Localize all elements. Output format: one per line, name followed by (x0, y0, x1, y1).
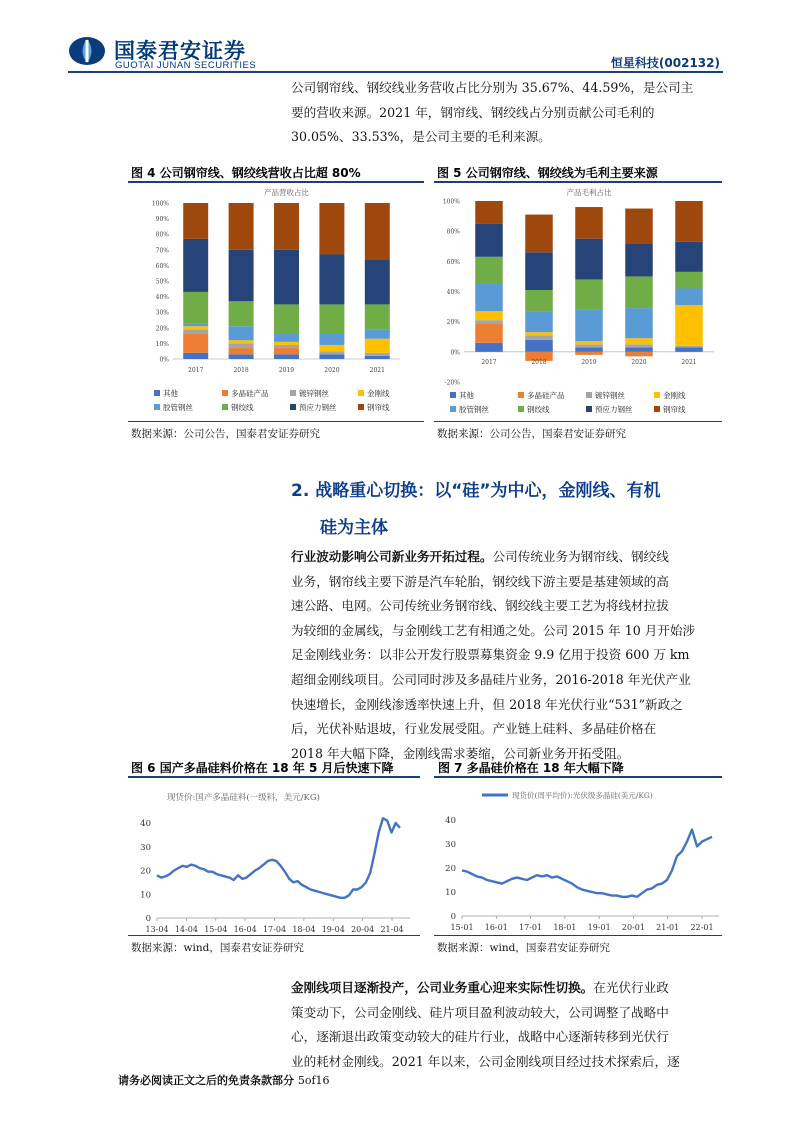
legend-swatch (586, 392, 592, 398)
bar-segment (274, 304, 299, 334)
chart-title: 产品营收占比 (264, 188, 309, 197)
legend-label: 其他 (163, 389, 178, 398)
legend-label: 现货价(周平均价):光伏级多晶硅(美元/KG) (512, 791, 653, 800)
bar-segment (525, 252, 553, 290)
legend-swatch (222, 390, 228, 396)
x-tick-label: 21-01 (656, 923, 680, 932)
y-tick-label: 60% (155, 262, 169, 270)
x-tick-label: 17-04 (262, 925, 287, 934)
bar-segment (365, 259, 390, 304)
bar-segment (183, 292, 208, 323)
bar-segment (365, 339, 390, 353)
bar-segment (675, 242, 703, 272)
legend-swatch (154, 404, 160, 410)
bar-segment (319, 203, 344, 254)
text-line: 30.05%、33.53%，是公司主要的毛利来源。 (291, 129, 551, 145)
bar-segment (229, 301, 254, 326)
footer (118, 1072, 330, 1088)
y-tick-label: 70% (155, 247, 169, 255)
bar-segment (365, 329, 390, 338)
bar-segment (625, 352, 653, 357)
bar-segment (475, 224, 503, 257)
legend-label: 预应力钢丝 (595, 405, 633, 414)
bar-segment (319, 351, 344, 354)
logo-chinese-name: 国泰君安证券 (114, 39, 246, 63)
bar-segment (675, 347, 703, 352)
bar-segment (229, 343, 254, 348)
text-line (291, 545, 723, 570)
x-tick-label: 17-01 (519, 923, 543, 932)
y-tick-label: 40% (155, 294, 169, 302)
text-line: 2018 年大幅下降，金刚线需求萎缩，公司新业务开拓受阻。 (291, 745, 630, 761)
price-series-line (157, 818, 400, 898)
legend-swatch (450, 406, 456, 412)
bar-segment (183, 203, 208, 239)
figure7-source: 数据来源：wind，国泰君安证券研究 (437, 942, 610, 954)
bar-segment (274, 348, 299, 354)
y-tick-label: 60% (446, 258, 460, 266)
y-tick-label: 0% (450, 349, 460, 357)
bar-segment (575, 344, 603, 347)
x-tick-label: 15-01 (450, 923, 474, 932)
legend-swatch (518, 406, 524, 412)
legend-label: 钢绞线 (231, 403, 254, 412)
bar-segment (525, 290, 553, 311)
x-tick-label: 2020 (324, 367, 340, 374)
bar-segment (625, 308, 653, 338)
x-tick-label: 2018 (233, 367, 249, 374)
x-tick-label: 2018 (531, 359, 547, 366)
bar-segment (229, 348, 254, 354)
y-tick-label: 40 (445, 816, 456, 826)
x-tick-label: 22-01 (690, 923, 714, 932)
text-span: 公司传统业务为钢帘线、钢绞线 (492, 549, 669, 564)
legend-label: 胶管钢丝 (163, 403, 193, 412)
y-tick-label: 10 (445, 888, 456, 898)
y-tick-label: 90% (155, 216, 169, 224)
legend-label: 钢绞线 (527, 405, 550, 414)
x-tick-label: 20-01 (621, 923, 645, 932)
bar-segment (319, 354, 344, 359)
bar-segment (229, 203, 254, 250)
page-number: 5of16 (297, 1074, 330, 1087)
bar-segment (625, 344, 653, 347)
figure7-title: 图 7 多晶硅价格在 18 年大幅下降 (438, 761, 624, 775)
bar-segment (525, 311, 553, 332)
report-stock-label: 恒星科技(002132) (610, 56, 720, 70)
figure6-source: 数据来源：wind，国泰君安证券研究 (131, 942, 304, 954)
text-line: 要的营收来源。2021 年，钢帘线、钢绞线占分别贡献公司毛利的 (291, 104, 655, 120)
section-heading-line1: 2. 战略重心切换：以“硅”为中心，金刚线、有机 (291, 481, 661, 501)
bar-segment (319, 345, 344, 351)
bar-segment (675, 272, 703, 289)
price-series-line (462, 830, 712, 897)
bar-segment (475, 320, 503, 323)
y-tick-label: 100% (151, 200, 169, 208)
bar-segment (274, 203, 299, 250)
bar-segment (319, 254, 344, 304)
text-line: 速公路、电网。公司传统业务钢帘线、钢绞线主要工艺为将线材拉拔 (291, 598, 669, 614)
figure4-title: 图 4 公司钢帘线、钢绞线营收占比超 80% (131, 166, 361, 180)
company-logo-icon (68, 36, 106, 66)
text-line: 公司钢帘线、钢绞线业务营收占比分别为 35.67%、44.59%，是公司主 (291, 80, 694, 95)
bar-segment (274, 250, 299, 305)
bar-segment (274, 345, 299, 348)
x-tick-label: 16-01 (484, 923, 508, 932)
bar-segment (475, 323, 503, 343)
bar-segment (625, 338, 653, 344)
legend-label: 金刚线 (367, 389, 390, 398)
legend-label: 多晶硅产品 (527, 391, 565, 400)
bar-segment (525, 335, 553, 340)
bar-segment (575, 239, 603, 280)
x-tick-label: 13-04 (145, 925, 169, 934)
y-tick-label: 80% (155, 231, 169, 239)
figure5-bottom-rule (434, 421, 722, 422)
bar-segment (274, 354, 299, 359)
x-tick-label: 2019 (581, 359, 597, 366)
bar-segment (274, 342, 299, 345)
x-tick-label: 18-04 (292, 925, 316, 934)
legend-swatch (290, 390, 296, 396)
section-heading-line2: 硅为主体 (320, 518, 388, 538)
figure4-chart (128, 183, 424, 419)
legend-swatch (358, 404, 364, 410)
y-tick-label: 10% (155, 340, 169, 348)
bar-segment (365, 203, 390, 259)
bar-segment (625, 347, 653, 352)
legend-swatch (358, 390, 364, 396)
legend-label: 现货价:国产多晶硅料(一级料，美元/KG) (167, 793, 321, 803)
bar-segment (525, 215, 553, 253)
bar-segment (625, 276, 653, 308)
text-line: 业务，钢帘线主要下游是汽车轮胎，钢绞线下游主要是基建领域的高 (291, 573, 669, 589)
y-tick-label: 20 (445, 864, 456, 874)
bar-segment (183, 323, 208, 326)
text-line: 业的耗材金刚线。2021 年以来，公司金刚线项目经过技术探索后，逐 (291, 1053, 680, 1069)
logo-english-name: GUOTAI JUNAN SECURITIES (115, 60, 257, 71)
y-tick-label: 40% (446, 289, 460, 296)
legend-swatch (586, 406, 592, 412)
bar-segment (183, 329, 208, 334)
text-line: 心，逐渐退出政策变动较大的硅片行业，战略中心逐渐转移到光伏行 (291, 1029, 669, 1045)
bar-segment (319, 334, 344, 345)
figure7-chart (434, 778, 722, 934)
figure7-bottom-rule (434, 935, 722, 936)
x-tick-label: 18-01 (553, 923, 577, 932)
text-line: 快速增长，金刚线渗透率快速上升，但 2018 年光伏行业“531”新政之 (291, 696, 683, 712)
bar-segment (675, 346, 703, 348)
legend-swatch (450, 392, 456, 398)
intro-paragraph (291, 76, 723, 150)
business-shift-paragraph (291, 976, 723, 1074)
y-tick-label: 20% (446, 319, 460, 327)
y-tick-label: 10 (140, 890, 151, 901)
x-tick-label: 20-04 (351, 925, 375, 934)
bar-segment (229, 340, 254, 343)
x-tick-label: 15-04 (204, 925, 228, 934)
paragraph-lead: 行业波动影响公司新业务开拓过程。 (291, 549, 493, 564)
y-tick-label: 30 (445, 840, 456, 850)
text-line: 为较细的金属线，与金刚线工艺有相通之处。公司 2015 年 10 月开始涉 (291, 622, 696, 638)
bar-segment (274, 334, 299, 342)
y-tick-label: 30 (140, 842, 151, 853)
figure6-bottom-rule (128, 935, 420, 936)
y-tick-label: 20% (155, 325, 169, 333)
footer-disclaimer: 请务必阅读正文之后的免责条款部分 (118, 1074, 294, 1087)
y-tick-label: 30% (155, 309, 169, 317)
y-tick-label: 0% (159, 356, 169, 364)
bar-segment (525, 332, 553, 335)
bar-segment (229, 250, 254, 301)
figure4-source: 数据来源：公司公告，国泰君安证券研究 (131, 428, 320, 440)
bar-segment (575, 352, 603, 355)
bar-segment (675, 288, 703, 305)
bar-segment (675, 201, 703, 242)
bar-segment (475, 343, 503, 352)
x-tick-label: 21-04 (380, 925, 404, 934)
bar-segment (575, 341, 603, 344)
figure5-chart (434, 183, 722, 419)
x-tick-label: 2021 (681, 359, 697, 366)
text-line: 足金刚线业务：以非公开发行股票募集资金 9.9 亿用于投资 600 万 km (291, 647, 690, 663)
legend-label: 镀锌钢丝 (595, 391, 625, 400)
x-tick-label: 2019 (278, 367, 295, 374)
y-tick-label: 0 (450, 912, 456, 922)
bar-segment (229, 354, 254, 359)
bar-segment (575, 347, 603, 352)
bar-segment (183, 334, 208, 353)
figure5-source: 数据来源：公司公告，国泰君安证券研究 (437, 428, 626, 440)
legend-label: 预应力钢丝 (299, 403, 337, 412)
legend-swatch (518, 392, 524, 398)
bar-segment (475, 311, 503, 320)
bar-segment (575, 207, 603, 239)
bar-segment (475, 257, 503, 284)
x-tick-label: 2017 (481, 359, 497, 366)
x-tick-label: 2021 (369, 367, 385, 374)
strategy-paragraph (291, 545, 723, 766)
legend-label: 多晶硅产品 (231, 389, 269, 398)
chart-title: 产品毛利占比 (566, 188, 612, 197)
legend-label: 胶管钢丝 (459, 405, 489, 414)
bar-segment (229, 326, 254, 340)
x-tick-label: 19-04 (321, 925, 345, 934)
bar-segment (365, 356, 390, 359)
legend-label: 钢帘线 (367, 403, 390, 412)
legend-swatch (654, 392, 660, 398)
bar-segment (625, 243, 653, 276)
y-tick-label: 50% (155, 278, 169, 286)
text-span: 在光伏行业政 (593, 980, 669, 995)
header-divider (68, 71, 723, 73)
y-tick-label: 80% (446, 228, 460, 236)
x-tick-label: 14-04 (174, 925, 198, 934)
figure6-chart (128, 778, 420, 934)
legend-swatch (654, 406, 660, 412)
legend-label: 钢帘线 (663, 405, 686, 414)
bar-segment (183, 326, 208, 329)
y-tick-label: -20% (444, 379, 460, 387)
x-tick-label: 16-04 (233, 925, 257, 934)
legend-label: 金刚线 (663, 391, 686, 400)
text-line: 超细金刚线项目。公司同时涉及多晶硅片业务，2016-2018 年光伏产业 (291, 671, 691, 687)
legend-label: 其他 (459, 391, 474, 400)
x-tick-label: 2017 (188, 367, 204, 374)
x-tick-label: 19-01 (587, 923, 611, 932)
figure4-bottom-rule (128, 421, 424, 422)
text-line (291, 976, 723, 1001)
text-line: 策变动下，公司金刚线、硅片项目盈利波动较大，公司调整了战略中 (291, 1004, 669, 1020)
bar-segment (575, 310, 603, 342)
figure6-title: 图 6 国产多晶硅料价格在 18 年 5 月后快速下降 (131, 761, 394, 775)
y-tick-label: 20 (140, 866, 151, 877)
x-tick-label: 2020 (631, 359, 647, 366)
legend-swatch (290, 404, 296, 410)
y-tick-label: 40 (140, 819, 151, 829)
bar-segment (319, 304, 344, 334)
paragraph-lead: 金刚线项目逐渐投产，公司业务重心迎来实际性切换。 (291, 980, 594, 995)
bar-segment (475, 284, 503, 311)
bar-segment (365, 304, 390, 329)
bar-segment (525, 340, 553, 352)
text-line: 后，光伏补贴退坡，行业发展受阻。产业链上硅料、多晶硅价格在 (291, 721, 657, 737)
bar-segment (365, 353, 390, 356)
figure5-title: 图 5 公司钢帘线、钢绞线为毛利主要来源 (437, 166, 658, 180)
y-tick-label: 0 (145, 914, 151, 924)
legend-swatch (222, 404, 228, 410)
bar-segment (575, 279, 603, 309)
bar-segment (183, 239, 208, 292)
y-tick-label: 100% (442, 198, 460, 206)
bar-segment (675, 305, 703, 346)
bar-segment (625, 209, 653, 244)
bar-segment (475, 201, 503, 224)
legend-swatch (154, 390, 160, 396)
bar-segment (183, 353, 208, 359)
legend-label: 镀锌钢丝 (299, 389, 329, 398)
